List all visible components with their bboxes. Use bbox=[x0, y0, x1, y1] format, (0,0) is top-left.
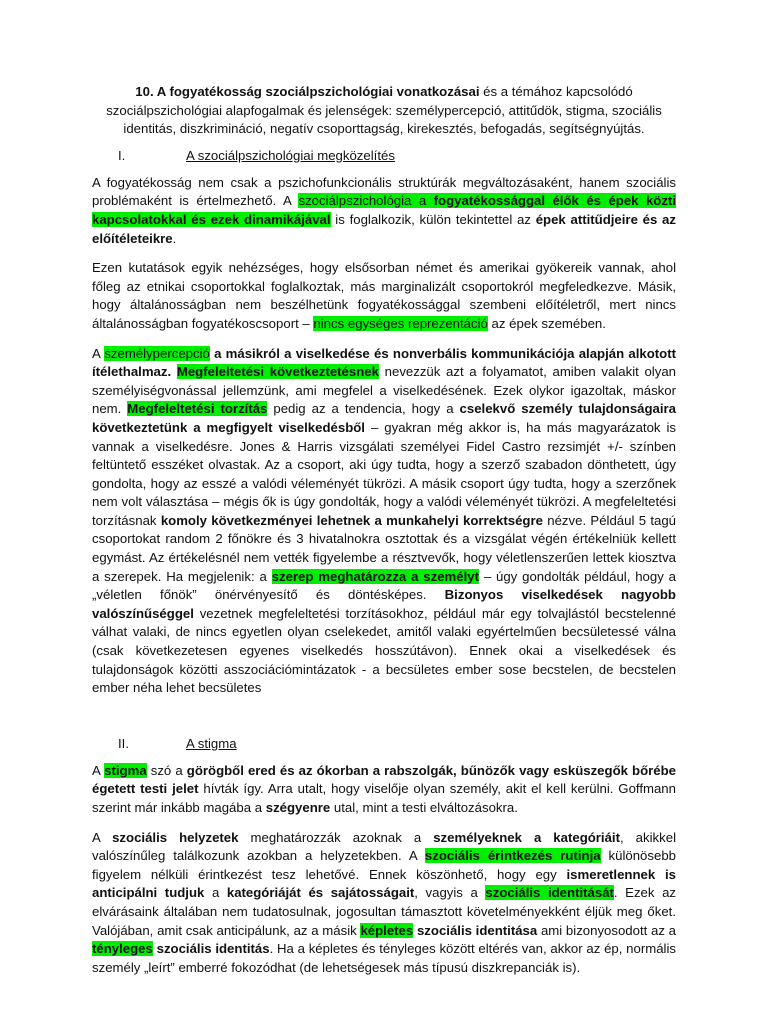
text-run: utal, mint a testi elváltozásokra. bbox=[330, 800, 518, 815]
bold-text: görögből ered és az ókorban a rabszolgák, bűnözők vagy esküszegők bőrébe égetett testi jelet bbox=[92, 762, 677, 797]
highlighted-text: szerep meghatározza a személyt bbox=[271, 568, 479, 584]
text-run: vezetnek megfeleltetési torzításokhoz, például már egy tolvajlástól becstelenné válhat valaki, de nincs egyetlen olyan cselekedet, amitől valaki egyértelműen becsületessé válna (csak következetesen egyenes viselkedés hosszútávon). Ennek okai a viselkedések és tulajdonságok közötti asszociációmintázatok - a becsületes ember sose becstelen, de becstelen ember néha lehet becsületes bbox=[92, 605, 676, 696]
highlighted-text: szociális identitását bbox=[485, 885, 614, 901]
section-title: A szociálpszichológiai megközelítés bbox=[186, 147, 395, 163]
section-heading-2 bbox=[92, 735, 676, 753]
text-run: A fogyatékosság nem csak a pszichofunkcionális struktúrák megváltozásaként, hanem szociális problémaként is értelmezhető. A bbox=[92, 174, 676, 209]
highlighted-text: személypercepció bbox=[104, 345, 210, 361]
document-title bbox=[92, 83, 676, 139]
text-run: . bbox=[172, 230, 177, 246]
highlighted-text: Megfeleltetési következtetésnek bbox=[176, 364, 379, 380]
bold-text: épek attitűdjeire és az előítéleteikre bbox=[92, 211, 676, 246]
text-run: . Ha a képletes és tényleges között eltérés van, akkor az ép, normális személy „leírt” emberré fokozódhat (de lehetségesek más típusú diszkrepanciák is). bbox=[92, 941, 677, 975]
bold-text: szociális identitás bbox=[156, 941, 270, 957]
section-number: II. bbox=[118, 735, 129, 751]
paragraph bbox=[92, 259, 676, 333]
text-run: is foglalkozik, külön tekintettel az bbox=[330, 211, 536, 227]
spacer bbox=[92, 709, 676, 735]
text-run: , akikkel valószínűleg találkozunk azokban a helyzetekben. A bbox=[92, 829, 676, 864]
section-title: A stigma bbox=[186, 735, 237, 751]
highlighted-text: stigma bbox=[104, 762, 147, 778]
text-run: szó a bbox=[146, 762, 187, 778]
text-run: különösebb figyelem nélküli érintkezést tesz lehetővé. Ennek köszönhető, hogy egy bbox=[92, 848, 676, 882]
paragraph bbox=[92, 762, 676, 818]
text-run: a bbox=[204, 885, 227, 901]
text-run: hívták így. Arra utalt, hogy viselője olyan személy, akit el kell kerülni. Goffmann szerint már inkább magába a bbox=[92, 781, 676, 815]
text-run: az épek szemében. bbox=[487, 315, 606, 331]
bold-text: kategóriáját és sajátosságait bbox=[226, 885, 415, 901]
section-number: I. bbox=[118, 147, 126, 163]
highlighted-text: szociálpszichológia a bbox=[298, 193, 434, 209]
text-run: meghatározzák azoknak a bbox=[238, 829, 434, 845]
highlighted-text: tényleges bbox=[92, 941, 153, 957]
highlighted-text: képletes bbox=[360, 922, 414, 938]
bold-text: szociális identitása bbox=[416, 922, 538, 938]
text-run: nevezzük azt a folyamatot, amiben valakit olyan személyiségvonással jellemzünk, ami megfelel a viselkedésének. Ezek olykor igazoltak, máskor nem. bbox=[92, 364, 676, 417]
bold-text: ismeretlennek is anticipálni tudjuk bbox=[92, 866, 677, 901]
text-run: . Ezek az elvárásaink általában nem tudatosulnak, jogosultan támasztott követelményekként éljük meg őket. Valójában, amit csak anticipálunk, az a másik bbox=[92, 885, 676, 938]
bold-text: szégyenre bbox=[265, 800, 331, 815]
paragraph bbox=[92, 174, 676, 248]
text-run: A bbox=[92, 345, 105, 361]
paragraph bbox=[92, 345, 676, 698]
bold-text: szociális helyzetek bbox=[112, 829, 239, 845]
text-run: nézve. Például 5 tagú csoportokat random 2 főnökre és 3 hivatalnokra osztottak és a vizsgálat végén értékelniük kellett egymást. Az értékelésnél nem vették figyelembe a résztvevők, hogy véletlenszerűen lettek kiosztva a szerepek. Ha megjelenik: a bbox=[92, 512, 677, 584]
bold-text: személyeknek a kategóriáit bbox=[433, 829, 620, 845]
text-run bbox=[171, 364, 177, 379]
text-run: , vagyis a bbox=[414, 885, 486, 901]
highlighted-text: szociális érintkezés rutinja bbox=[424, 848, 601, 864]
text-run: – úgy gondolták például, hogy a „véletlen főnök” önérvényesítő és döntésképes. bbox=[92, 568, 676, 603]
bold-text: Bizonyos viselkedések nagyobb valószínűséggel bbox=[92, 587, 676, 621]
title-rest: és a témához kapcsolódó szociálpszichológiai alapfogalmak és jelenségek: személypercepció, attitűdök, stigma, szociális identitás, diszkrimináció, negatív csoporttagság, kirekesztés, befogadás, segítségnyújtás. bbox=[106, 84, 662, 137]
highlighted-text: fogyatékossággal élők és épek közti kapcsolatokkal és ezek dinamikájával bbox=[92, 193, 676, 227]
text-run: ami bizonyosodott az a bbox=[537, 922, 677, 938]
bold-text: komoly következményei lehetnek a munkahelyi korrektségre bbox=[160, 512, 543, 528]
highlighted-text: Megfeleltetési torzítás bbox=[127, 401, 268, 417]
text-run: pedig az a tendencia, hogy a bbox=[267, 401, 460, 417]
section-heading-1 bbox=[92, 147, 676, 165]
paragraph bbox=[92, 829, 676, 978]
text-run: A bbox=[92, 829, 113, 845]
bold-text: cselekvő személy tulajdonságaira következtetünk a megfigyelt viselkedésből bbox=[92, 401, 677, 435]
title-bold: 10. A fogyatékosság szociálpszichológiai vonatkozásai bbox=[135, 84, 484, 99]
text-run: Ezen kutatások egyik nehézséges, hogy elsősorban német és amerikai gyökereik vannak, ahol főleg az etnikai csoportokkal foglalkoztak, más marginalizált csoportokról megfeledkezve. Másik, hogy általánosságban nem beszélhetünk fogyatékossággal szembeni előítéletről, mert nincs általánosságban fogyatékoscsoport – bbox=[92, 260, 676, 331]
text-run: – gyakran még akkor is, ha más magyarázatok is vannak a viselkedésre. Jones & Harris vizsgálati személyei Fidel Castro rezsimjét +/- színben feltüntető esszéket olvastak. Az a csoport, aki úgy tudta, hogy a szerző szabadon dönthetett, úgy gondolta, hogy az esszé a valódi véleményét tükrözi. A másik csoport úgy tudta, hogy a szerzőnek nem volt választása – mégis ők is úgy gondolták, hogy a valódi véleményét tükrözi. A megfeleltetési torzításnak bbox=[92, 419, 676, 528]
text-run: A bbox=[92, 762, 105, 778]
bold-text: a másikról a viselkedése és nonverbális kommunikációja alapján alkotott ítélethalmaz. bbox=[92, 345, 677, 380]
highlighted-text: nincs egységes reprezentáció bbox=[313, 315, 488, 331]
